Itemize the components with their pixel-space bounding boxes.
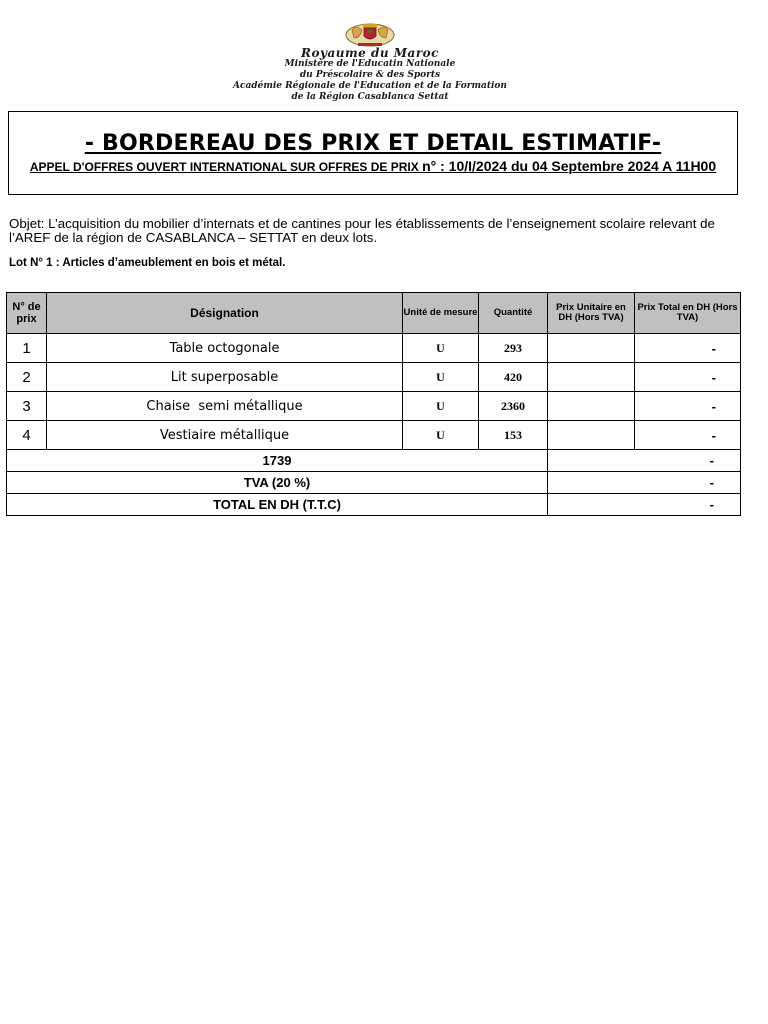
tva-label: TVA (20 %) (7, 472, 548, 494)
row-unit-price[interactable] (548, 421, 635, 450)
total-ht-value: - (548, 450, 741, 472)
table-row (7, 363, 741, 392)
row-quantity: 2360 (479, 392, 548, 421)
row-designation: Vestiaire métallique (47, 421, 403, 450)
lot-heading: Lot N° 1 : Articles d’ameublement en bois et métal. (9, 257, 286, 269)
letterhead-kingdom: Royaume du Maroc (301, 46, 439, 60)
total-quantity-label: 1739 (7, 450, 548, 472)
row-total: - (635, 392, 741, 421)
coat-of-arms-icon (344, 18, 396, 48)
tender-reference-label: APPEL D'OFFRES OUVERT INTERNATIONAL SUR OFFRES DE PRIX (29, 160, 423, 174)
header-quantity: Quantité (479, 293, 548, 334)
row-total: - (635, 363, 741, 392)
row-num: 4 (7, 421, 47, 450)
row-designation: Table octogonale (47, 334, 403, 363)
table-row (7, 334, 741, 363)
title-box (8, 111, 738, 195)
row-unit-price[interactable] (548, 392, 635, 421)
row-unit-price[interactable] (548, 363, 635, 392)
object-paragraph: Objet: L’acquisition du mobilier d’internats et de cantines pour les établissements de l’enseignement scolaire relevant de l’AREF de la région de CASABLANCA – SETTAT en deux lots. (9, 216, 715, 245)
header-num: N° de prix (7, 293, 47, 334)
row-total: - (635, 334, 741, 363)
row-unit: U (403, 363, 479, 392)
row-num: 1 (7, 334, 47, 363)
row-unit: U (403, 392, 479, 421)
tva-value: - (548, 472, 741, 494)
letterhead (200, 18, 540, 103)
row-designation: Lit superposable (47, 363, 403, 392)
letterhead-region: de la Région Casablanca Settat (291, 92, 449, 102)
row-quantity: 420 (479, 363, 548, 392)
price-table (6, 292, 741, 516)
letterhead-ministry: Ministère de l'Educatin Nationale (284, 59, 456, 69)
total-ttc-value: - (548, 494, 741, 516)
total-ttc-label: TOTAL EN DH (T.T.C) (7, 494, 548, 516)
letterhead-ministry-sub: du Préscolaire & des Sports (299, 70, 441, 80)
header-unit: Unité de mesure (403, 293, 479, 334)
row-designation: Chaise semi métallique (47, 392, 403, 421)
total-ttc-row (7, 494, 741, 516)
letterhead-academy: Académie Régionale de l'Education et de la Formation (233, 81, 507, 91)
tva-row (7, 472, 741, 494)
document-title: - BORDEREAU DES PRIX ET DETAIL ESTIMATIF- (84, 131, 662, 156)
row-unit: U (403, 421, 479, 450)
row-quantity: 153 (479, 421, 548, 450)
row-unit: U (403, 334, 479, 363)
row-quantity: 293 (479, 334, 548, 363)
table-row (7, 421, 741, 450)
tender-reference-number: n° : 10/I/2024 du 04 Septembre 2024 A 11H00 (422, 158, 717, 174)
row-num: 3 (7, 392, 47, 421)
header-total-price: Prix Total en DH (Hors TVA) (635, 293, 741, 334)
tender-reference (9, 158, 737, 174)
header-unit-price: Prix Unitaire en DH (Hors TVA) (548, 293, 635, 334)
row-num: 2 (7, 363, 47, 392)
header-designation: Désignation (47, 293, 403, 334)
row-total: - (635, 421, 741, 450)
row-unit-price[interactable] (548, 334, 635, 363)
table-row (7, 392, 741, 421)
table-header-row (7, 293, 741, 334)
total-quantity-row (7, 450, 741, 472)
